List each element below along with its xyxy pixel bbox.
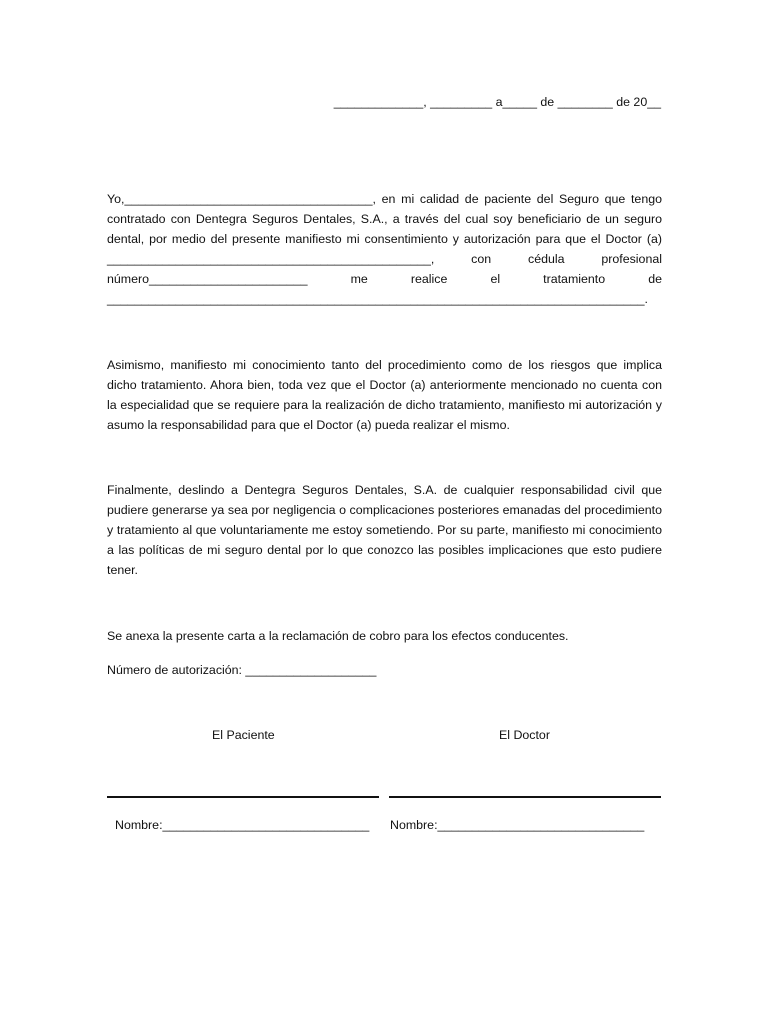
consent-line-2 bbox=[107, 209, 662, 229]
word-realice: realice bbox=[410, 272, 448, 286]
knowledge-paragraph: Asimismo, manifiesto mi conocimiento tanto del procedimiento como de los riesgos que implica dicho tratamiento. Ahora bien, toda vez que el Doctor (a) anteriormente mencionado no cuenta con la especialidad que se requiere para la realización de dicho tratamiento, manifiesto mi autorización y asumo la responsabilidad para que el Doctor (a) pueda realizar el mismo. bbox=[107, 358, 662, 432]
treatment-blank: ______________________________________________________________________________. bbox=[107, 292, 648, 306]
consent-line-3-text: dental, por medio del presente manifiesto mi consentimiento y autorización para que el Doctor (a) bbox=[107, 232, 662, 246]
liability-paragraph: Finalmente, deslindo a Dentegra Seguros Dentales, S.A. de cualquier responsabilidad civil que pudiere generarse ya sea por negligencia o complicaciones posteriores emanadas del procedimiento y tratamiento al que voluntariamente me estoy sometiendo. Por su parte, manifiesto mi conocimiento a las políticas de mi seguro dental por lo que conozco las posibles implicaciones que esto pudiere tener. bbox=[107, 483, 662, 577]
word-tratamiento: tratamiento bbox=[543, 272, 606, 286]
doctor-signature-label: El Doctor bbox=[499, 728, 550, 742]
patient-signature-line bbox=[107, 796, 379, 798]
date-line: _____________, _________ a_____ de ________ de 20__ bbox=[333, 95, 661, 109]
doctor-name-blank: _______________________________________________, bbox=[107, 252, 435, 266]
doctor-name-field: Nombre:______________________________ bbox=[390, 818, 645, 832]
word-de: de bbox=[648, 272, 662, 286]
consent-line-1-text: Yo,____________________________________, en mi calidad de paciente del Seguro que tengo bbox=[107, 192, 662, 206]
word-cedula: cédula bbox=[528, 252, 565, 266]
patient-name-field: Nombre:______________________________ bbox=[115, 818, 370, 832]
annex-statement: Se anexa la presente carta a la reclamación de cobro para los efectos conducentes. bbox=[107, 629, 569, 643]
doctor-signature-line bbox=[389, 796, 661, 798]
license-number-blank: número_______________________ bbox=[107, 272, 308, 286]
word-con: con bbox=[471, 252, 492, 266]
word-profesional: profesional bbox=[601, 252, 662, 266]
consent-line-3 bbox=[107, 229, 662, 249]
consent-line-5 bbox=[107, 269, 662, 289]
consent-line-2-text: contratado con Dentegra Seguros Dentales, S.A., a través del cual soy beneficiario de un seguro bbox=[107, 212, 662, 226]
consent-line-1 bbox=[107, 189, 662, 209]
patient-signature-label: El Paciente bbox=[212, 728, 275, 742]
word-me: me bbox=[350, 272, 368, 286]
word-el: el bbox=[490, 272, 501, 286]
authorization-number-field: Número de autorización: ___________________ bbox=[107, 663, 377, 677]
consent-paragraph bbox=[107, 189, 662, 309]
consent-line-4 bbox=[107, 249, 662, 269]
